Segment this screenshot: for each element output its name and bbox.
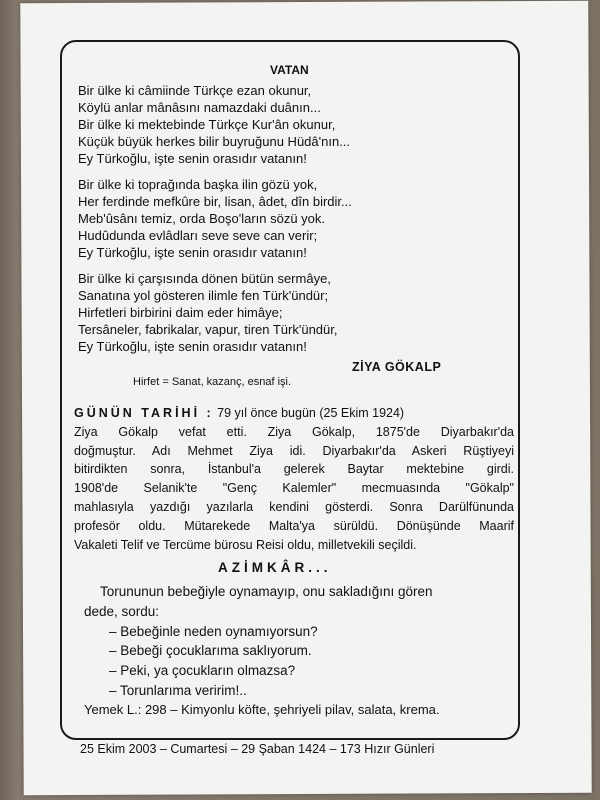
- dialogue-line: – Bebeğinle neden oynamıyorsun?: [109, 623, 318, 639]
- poem-line: Ey Türkoğlu, işte senin orasıdır vatanın!: [78, 245, 307, 260]
- history-line: Ziya Gökalp vefat etti. Ziya Gökalp, 1875'de Diyarbakır'da: [74, 424, 514, 439]
- story-line: dede, sordu:: [84, 603, 160, 619]
- menu-line: Yemek L.: 298 – Kimyonlu köfte, şehriyeli pilav, salata, krema.: [84, 702, 440, 717]
- poem-line: Bir ülke ki çarşısında dönen bütün sermâye,: [78, 271, 331, 286]
- dialogue-line: – Bebeği çocuklarıma saklıyorum.: [109, 643, 312, 659]
- story-body: [84, 582, 514, 701]
- poem-line: Meb'ûsânı temiz, orda Boşo'ların sözü yok.: [78, 211, 326, 226]
- story-line: Torununun bebeğiyle oynamayıp, onu sakladığını gören: [100, 584, 433, 599]
- date-footer: 25 Ekim 2003 – Cumartesi – 29 Şaban 1424 – 173 Hızır Günleri: [80, 742, 435, 756]
- story-title: AZİMKÂR...: [218, 560, 332, 575]
- poem-line: Köylü anlar mânâsını namazdaki duânın...: [78, 100, 321, 115]
- poem-author: ZİYA GÖKALP: [352, 360, 442, 374]
- history-line: Vakaleti Telif ve Tercüme bürosu Reisi oldu, milletvekili seçildi.: [74, 537, 417, 552]
- history-line: 1908'de Selanik'te "Genç Kalemler" mecmuasında "Gökalp": [74, 481, 514, 496]
- dialogue-line: – Peki, ya çocukların olmazsa?: [109, 663, 296, 679]
- history-line: mahlasıyla yazdığı yazılarla kendini gösterdi. Sonra Darülfünunda: [74, 499, 514, 514]
- poem-line: Tersâneler, fabrikalar, vapur, tiren Türk'ündür,: [78, 322, 338, 337]
- poem-line: Ey Türkoğlu, işte senin orasıdır vatanın!: [78, 339, 307, 354]
- poem-title: VATAN: [270, 63, 309, 77]
- poem-stanza-2: [78, 176, 438, 261]
- poem-line: Bir ülke ki mektebinde Türkçe Kur'ân okunur,: [78, 117, 336, 132]
- poem-line: Küçük büyük herkes bilir buyruğunu Hüdâ'nın...: [78, 134, 351, 149]
- poem-line: Ey Türkoğlu, işte senin orasıdır vatanın!: [78, 151, 307, 166]
- history-label: GÜNÜN TARİHİ :: [74, 406, 214, 420]
- poem-line: Hudûdunda evlâdları seve seve can verir;: [78, 228, 318, 243]
- poem-line: Hirfetleri birbirini daim eder himâye;: [78, 305, 283, 320]
- poem-line: Sanatına yol gösteren ilimle fen Türk'ündür;: [78, 288, 329, 303]
- poem-stanza-3: [78, 270, 438, 355]
- history-line: bitirdikten sonra, İstanbul'a gelerek Baytar mektebine girdi.: [74, 462, 514, 477]
- poem-stanza-1: [78, 82, 438, 167]
- history-first-line: [74, 404, 514, 423]
- history-section: [74, 404, 514, 554]
- glossary-note: Hirfet = Sanat, kazanç, esnaf işi.: [133, 376, 292, 388]
- history-line: profesör oldu. Mütarekede Malta'ya sürüldü. Dönüşünde Maarif: [74, 518, 514, 533]
- poem-line: Her ferdinde mefkûre bir, lisan, âdet, dîn birdir...: [78, 194, 352, 209]
- history-line: doğmuştur. Adı Mehmet Ziya idi. Diyarbakır'da Askeri Rüştiyeyi: [74, 443, 514, 458]
- poem-line: Bir ülke ki câmiinde Türkçe ezan okunur,: [78, 83, 312, 98]
- poem-line: Bir ülke ki toprağında başka ilin gözü yok,: [78, 177, 318, 192]
- dialogue-line: – Torunlarıma veririm!..: [109, 682, 247, 698]
- history-text: 79 yıl önce bugün (25 Ekim 1924): [217, 406, 405, 420]
